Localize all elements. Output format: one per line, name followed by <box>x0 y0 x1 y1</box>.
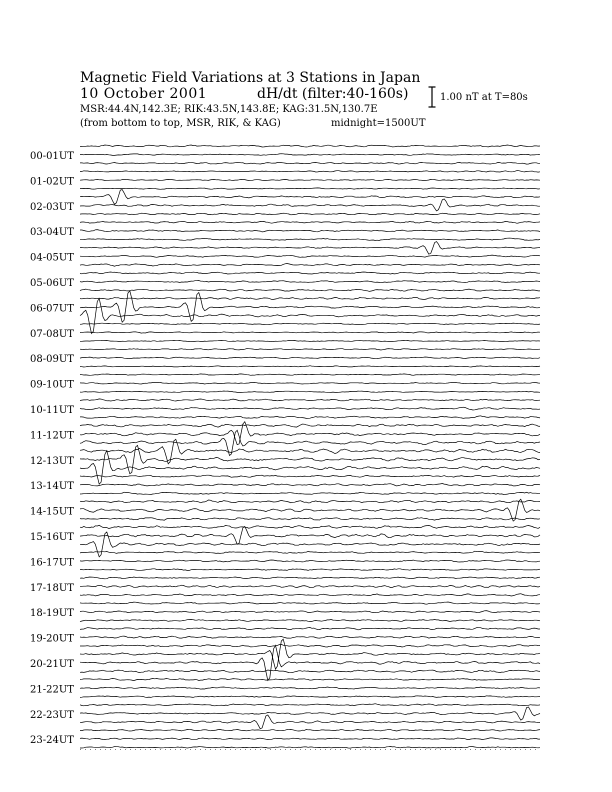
hour-label: 06-07UT <box>30 303 74 315</box>
trace-kag <box>80 323 540 325</box>
trace-kag <box>80 525 540 528</box>
hour-label: 10-11UT <box>30 405 74 416</box>
hour-label: 01-02UT <box>30 176 74 188</box>
trace-rik <box>80 611 540 613</box>
trace-kag <box>80 242 540 255</box>
trace-rik <box>80 738 540 740</box>
trace-kag <box>80 272 540 274</box>
midnight-note: midnight=1500UT <box>331 118 426 129</box>
trace-rik <box>80 255 540 257</box>
trace-kag <box>80 729 540 731</box>
trace-kag <box>80 297 540 299</box>
trace-kag <box>80 679 540 681</box>
trace-rik <box>80 484 540 486</box>
hour-label: 02-03UT <box>30 201 74 213</box>
hour-label: 20-21UT <box>30 659 74 670</box>
chart-date: 10 October 2001 <box>80 86 208 102</box>
trace-kag <box>80 500 540 503</box>
trace-kag <box>80 399 540 401</box>
trace-msr <box>80 366 540 367</box>
trace-kag <box>80 577 540 579</box>
hour-label: 03-04UT <box>30 227 74 239</box>
trace-kag <box>80 704 540 706</box>
trace-rik <box>80 230 540 232</box>
trace-rik <box>80 332 540 333</box>
hour-label: 09-10UT <box>30 379 74 391</box>
trace-kag <box>80 190 540 205</box>
trace-msr <box>80 696 540 698</box>
trace-rik <box>80 199 540 211</box>
trace-msr <box>80 518 540 521</box>
hour-label: 11-12UT <box>30 430 74 442</box>
trace-kag <box>80 628 540 630</box>
trace-msr <box>80 162 540 164</box>
trace-msr <box>80 492 540 494</box>
trace-msr <box>80 238 540 240</box>
hour-label: 00-01UT <box>30 151 74 162</box>
trace-msr <box>80 391 540 393</box>
hour-label: 17-18UT <box>30 582 74 594</box>
trace-rik <box>80 707 540 720</box>
chart-title: Magnetic Field Variations at 3 Stations in Japan <box>80 70 421 86</box>
trace-msr <box>80 644 540 647</box>
trace-rik <box>80 281 540 283</box>
hour-label: 22-23UT <box>30 709 74 721</box>
trace-kag <box>80 602 540 604</box>
trace-rik <box>80 179 540 180</box>
trace-kag <box>80 475 540 477</box>
trace-msr <box>80 451 540 485</box>
scale-label: 1.00 nT at T=80s <box>440 92 528 103</box>
trace-rik <box>80 407 540 410</box>
hour-label: 07-08UT <box>30 328 74 340</box>
trace-kag <box>80 145 540 147</box>
trace-kag <box>80 221 540 223</box>
station-coordinates: MSR:44.4N,142.3E; RIK:43.5N,143.8E; KAG:31.5N,130.7E <box>80 104 378 115</box>
trace-msr <box>80 416 540 419</box>
hour-label: 05-06UT <box>30 278 74 289</box>
hour-label: 16-17UT <box>30 557 74 569</box>
trace-msr <box>80 747 540 749</box>
trace-rik <box>80 445 540 473</box>
station-order-note: (from bottom to top, MSR, RIK, & KAG) <box>80 118 281 129</box>
trace-rik <box>80 560 540 562</box>
trace-rik <box>80 687 540 689</box>
chart-filter: dH/dt (filter:40-160s) <box>257 86 409 102</box>
hour-label: 08-09UT <box>30 354 74 366</box>
trace-kag <box>80 424 540 427</box>
hour-label: 04-05UT <box>30 252 74 264</box>
hour-label: 12-13UT <box>30 455 74 467</box>
trace-msr <box>80 289 540 291</box>
trace-msr <box>80 670 540 673</box>
trace-kag <box>80 551 540 553</box>
hour-label: 15-16UT <box>30 532 74 543</box>
trace-kag <box>80 639 540 669</box>
trace-msr <box>80 264 540 267</box>
trace-rik <box>80 291 540 322</box>
trace-msr <box>80 594 540 596</box>
trace-msr <box>80 569 540 571</box>
trace-rik <box>80 526 540 544</box>
trace-rik <box>80 636 540 638</box>
trace-msr <box>80 188 540 189</box>
trace-rik <box>80 357 540 359</box>
hour-label: 21-22UT <box>30 684 74 696</box>
trace-rik <box>80 585 540 588</box>
trace-msr <box>80 299 540 334</box>
trace-rik <box>80 154 540 156</box>
hour-label: 13-14UT <box>30 481 74 493</box>
trace-rik <box>80 645 540 680</box>
trace-msr <box>80 213 540 215</box>
trace-kag <box>80 171 540 173</box>
trace-msr <box>80 619 540 621</box>
hour-label: 19-20UT <box>30 633 74 645</box>
hour-label: 14-15UT <box>30 506 74 518</box>
trace-msr <box>80 340 540 341</box>
hour-label: 23-24UT <box>30 735 74 747</box>
trace-kag <box>80 349 540 350</box>
trace-kag <box>80 374 540 375</box>
trace-rik <box>80 382 540 384</box>
trace-msr <box>80 715 540 729</box>
hour-label: 18-19UT <box>30 608 74 620</box>
